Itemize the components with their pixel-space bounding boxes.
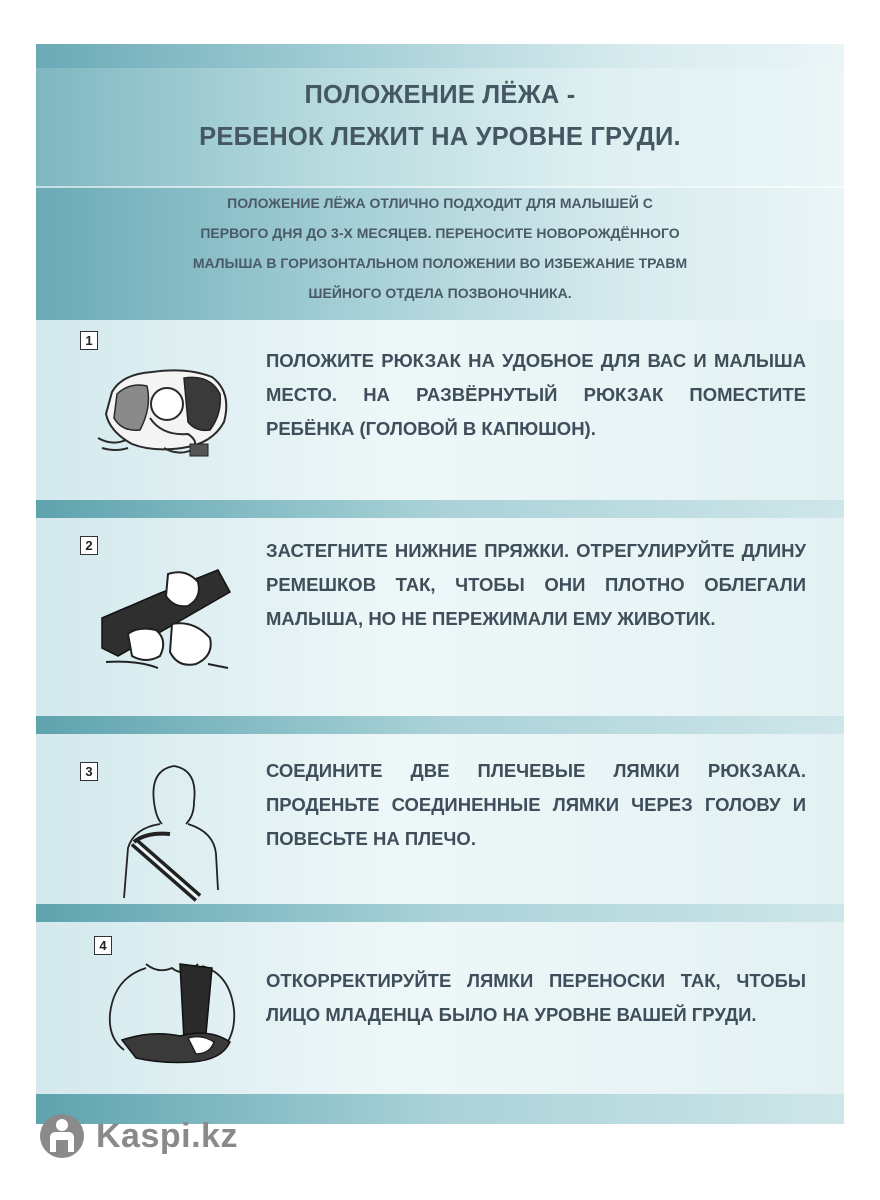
section-divider: [36, 904, 844, 922]
instruction-card: [36, 44, 844, 1124]
header: [36, 44, 844, 320]
wearing-carrier-illustration: [102, 954, 242, 1074]
step-3-text: СОЕДИНИТЕ ДВЕ ПЛЕЧЕВЫЕ ЛЯМКИ РЮКЗАКА. ПРОДЕНЬТЕ СОЕДИНЕННЫЕ ЛЯМКИ ЧЕРЕЗ ГОЛОВУ И ПОВЕСЬТЕ НА ПЛЕЧО.: [266, 760, 806, 849]
page-title: [36, 74, 844, 158]
kaspi-logo-icon: [38, 1112, 86, 1160]
section-divider: [36, 500, 844, 518]
buckle-fastening-illustration: [98, 564, 238, 676]
step-4-text: ОТКОРРЕКТИРУЙТЕ ЛЯМКИ ПЕРЕНОСКИ ТАК, ЧТОБЫ ЛИЦО МЛАДЕНЦА БЫЛО НА УРОВНЕ ВАШЕЙ ГРУДИ.: [266, 970, 806, 1025]
intro-line-3: МАЛЫША В ГОРИЗОНТАЛЬНОМ ПОЛОЖЕНИИ ВО ИЗБЕЖАНИЕ ТРАВМ: [192, 255, 688, 271]
intro-line-4: ШЕЙНОГО ОТДЕЛА ПОЗВОНОЧНИКА.: [308, 285, 572, 301]
baby-on-carrier-illustration: [92, 352, 242, 462]
step-2-text: ЗАСТЕГНИТЕ НИЖНИЕ ПРЯЖКИ. ОТРЕГУЛИРУЙТЕ ДЛИНУ РЕМЕШКОВ ТАК, ЧТОБЫ ОНИ ПЛОТНО ОБЛЕГАЛИ МАЛЫША, НО НЕ ПЕРЕЖИМАЛИ ЕМУ ЖИВОТИК.: [266, 540, 806, 629]
title-line-2: РЕБЕНОК ЛЕЖИТ НА УРОВНЕ ГРУДИ.: [199, 123, 681, 151]
intro-line-2: ПЕРВОГО ДНЯ ДО 3-Х МЕСЯЦЕВ. ПЕРЕНОСИТЕ НОВОРОЖДЁННОГО: [200, 225, 680, 241]
title-line-1: ПОЛОЖЕНИЕ ЛЁЖА -: [304, 81, 576, 109]
intro-text: [56, 188, 824, 308]
shoulder-strap-illustration: [114, 762, 224, 902]
step-number-badge: 1: [80, 331, 98, 350]
step-number-badge: 3: [80, 762, 98, 781]
intro-line-1: ПОЛОЖЕНИЕ ЛЁЖА ОТЛИЧНО ПОДХОДИТ ДЛЯ МАЛЫШЕЙ С: [227, 195, 653, 211]
step-number-badge: 4: [94, 936, 112, 955]
step-number-badge: 2: [80, 536, 98, 555]
step-1-text: ПОЛОЖИТЕ РЮКЗАК НА УДОБНОЕ ДЛЯ ВАС И МАЛЫША МЕСТО. НА РАЗВЁРНУТЫЙ РЮКЗАК ПОМЕСТИТЕ РЕБЁНКА (ГОЛОВОЙ В КАПЮШОН).: [266, 350, 806, 439]
section-divider: [36, 716, 844, 734]
footer-brand: Kaspi.kz: [96, 1117, 238, 1155]
